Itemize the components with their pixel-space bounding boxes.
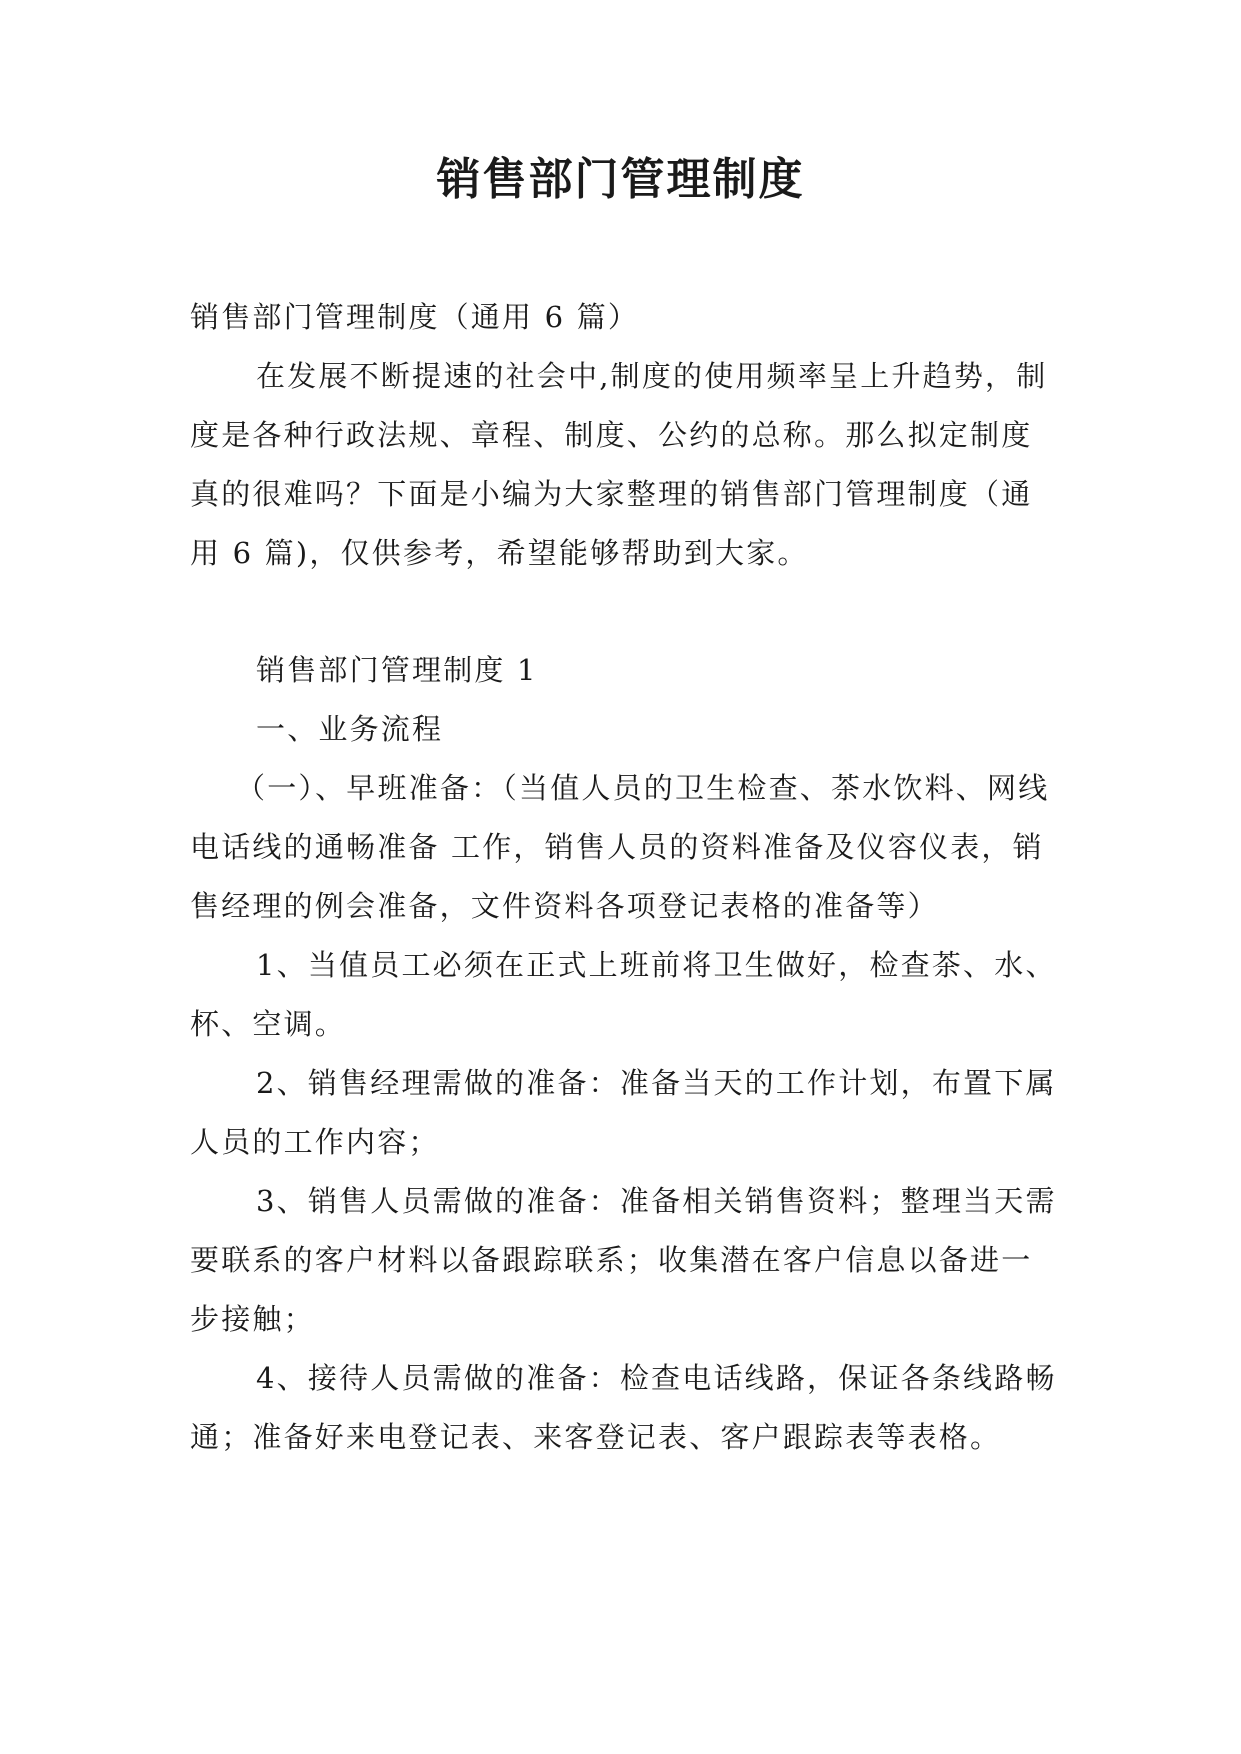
list-item: 4、接待人员需做的准备：检查电话线路，保证各条线路畅通；准备好来电登记表、来客登记表、客户跟踪表等表格。 bbox=[190, 1361, 1057, 1454]
list-item: 2、销售经理需做的准备：准备当天的工作计划，布置下属人员的工作内容； bbox=[190, 1066, 1057, 1159]
document-subtitle: 销售部门管理制度（通用 6 篇） bbox=[190, 300, 640, 334]
list-item: 3、销售人员需做的准备：准备相关销售资料；整理当天需要联系的客户材料以备跟踪联系；收集潜在客户信息以备进一步接触； bbox=[190, 1184, 1057, 1336]
list-item: 1、当值员工必须在正式上班前将卫生做好，检查茶、水、杯、空调。 bbox=[190, 948, 1057, 1041]
morning-prep-paragraph: （一）、早班准备：（当值人员的卫生检查、茶水饮料、网线电话线的通畅准备 工作，销售人员的资料准备及仪容仪表，销售经理的例会准备，文件资料各项登记表格的准备等） bbox=[190, 771, 1050, 923]
document-title: 销售部门管理制度 bbox=[436, 154, 805, 205]
document-body bbox=[190, 288, 1060, 1467]
section-heading: 销售部门管理制度 1 bbox=[256, 653, 538, 687]
intro-paragraph: 在发展不断提速的社会中,制度的使用频率呈上升趋势，制度是各种行政法规、章程、制度、公约的总称。那么拟定制度真的很难吗？下面是小编为大家整理的销售部门管理制度（通用 6 篇)，仅供参考，希望能够帮助到大家。 bbox=[190, 359, 1048, 570]
part-heading: 一、业务流程 bbox=[256, 712, 444, 746]
